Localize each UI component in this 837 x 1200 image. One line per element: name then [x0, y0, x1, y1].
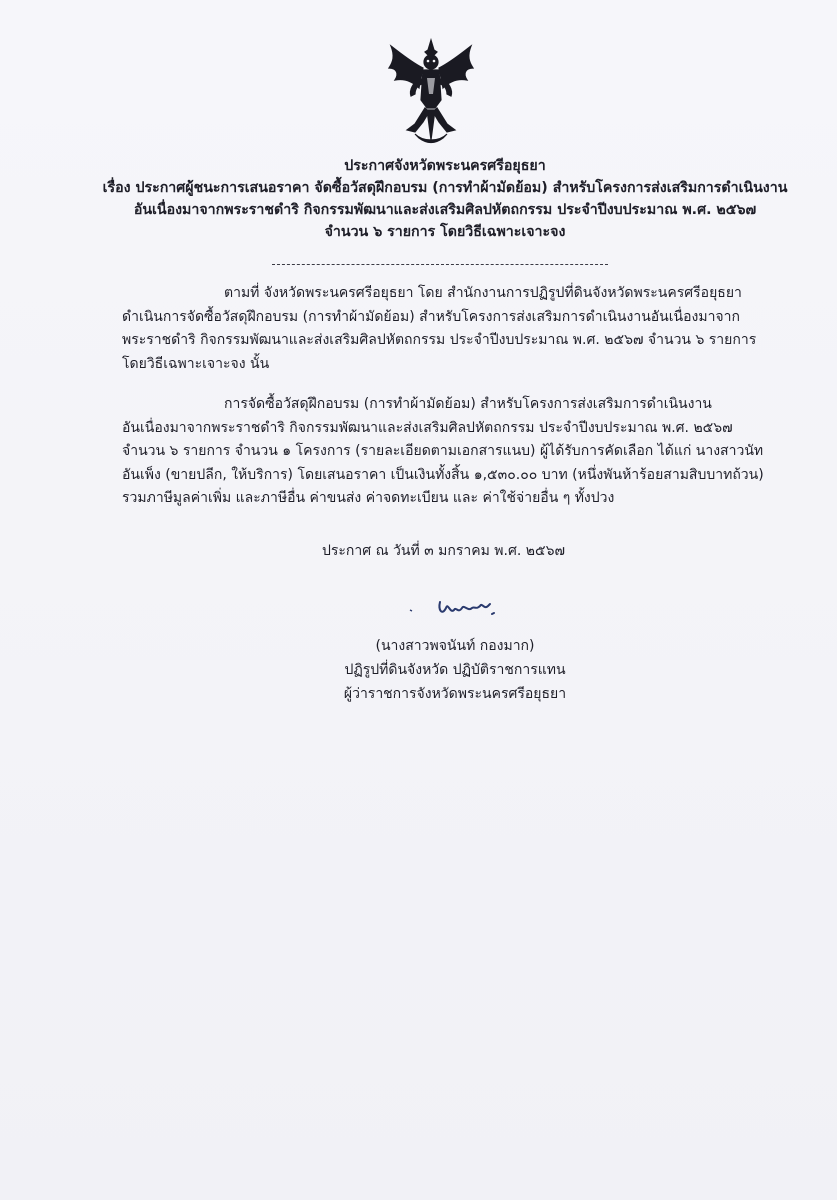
subject-line: อันเนื่องมาจากพระราชดำริ กิจกรรมพัฒนาและส่งเสริมศิลปหัตถกรรม ประจำปีงบประมาณ พ.ศ. ๒๕๖๗ [133, 202, 757, 218]
signer-name: (นางสาวพจนันท์ กองมาก) [375, 638, 535, 654]
paragraph-line: การจัดซื้อวัสดุฝึกอบรม (การทำผ้ามัดย้อม) สำหรับโครงการส่งเสริมการดำเนินงาน [224, 396, 712, 412]
paragraph-intro [122, 282, 768, 376]
paragraph-line: โดยวิธีเฉพาะเจาะจง นั้น [122, 355, 270, 372]
subject-line: เรื่อง ประกาศผู้ชนะการเสนอราคา จัดซื้อวัสดุฝึกอบรม (การทำผ้ามัดย้อม) สำหรับโครงการส่งเสริมการดำเนินงาน [102, 180, 788, 196]
announcement-date: ประกาศ ณ วันที่ ๓ มกราคม พ.ศ. ๒๕๖๗ [322, 543, 566, 559]
paragraph-line: รวมภาษีมูลค่าเพิ่ม และภาษีอื่น ค่าขนส่ง ค่าจดทะเบียน และ ค่าใช้จ่ายอื่น ๆ ทั้งปวง [122, 490, 615, 506]
title-line: ประกาศจังหวัดพระนครศรีอยุธยา [344, 158, 546, 174]
paragraph-line: อันเพ็ง (ขายปลีก, ให้บริการ) โดยเสนอราคา เป็นเงินทั้งสิ้น ๑,๕๓๐.๐๐ บาท (หนึ่งพันห้าร้อยสามสิบบาทถ้วน) [122, 466, 764, 483]
signer-block [330, 634, 580, 706]
garuda-emblem-icon [385, 38, 477, 148]
paragraph-line: ดำเนินการจัดซื้อวัสดุฝึกอบรม (การทำผ้ามัดย้อม) สำหรับโครงการส่งเสริมการดำเนินงานอันเนื่องมาจาก [122, 308, 740, 325]
signer-position: ผู้ว่าราชการจังหวัดพระนครศรีอยุธยา [343, 686, 567, 702]
subject-line: จำนวน ๖ รายการ โดยวิธีเฉพาะเจาะจง [324, 224, 566, 240]
paragraph-line: จำนวน ๖ รายการ จำนวน ๑ โครงการ (รายละเอียดตามเอกสารแนบ) ผู้ได้รับการคัดเลือก ได้แก่ นางสาวนัท [122, 443, 764, 459]
announcement-title [100, 155, 790, 243]
paragraph-award [122, 393, 768, 511]
paragraph-line: พระราชดำริ กิจกรรมพัฒนาและส่งเสริมศิลปหัตถกรรม ประจำปีงบประมาณ พ.ศ. ๒๕๖๗ จำนวน ๖ รายการ [122, 332, 757, 348]
dashed-divider [272, 264, 608, 265]
paragraph-line: ตามที่ จังหวัดพระนครศรีอยุธยา โดย สำนักงานการปฏิรูปที่ดินจังหวัดพระนครศรีอยุธยา [224, 285, 742, 301]
paragraph-line: อันเนื่องมาจากพระราชดำริ กิจกรรมพัฒนาและส่งเสริมศิลปหัตถกรรม ประจำปีงบประมาณ พ.ศ. ๒๕๖๗ [122, 419, 733, 436]
handwritten-signature [408, 594, 548, 626]
signer-position: ปฏิรูปที่ดินจังหวัด ปฏิบัติราชการแทน [344, 662, 566, 678]
